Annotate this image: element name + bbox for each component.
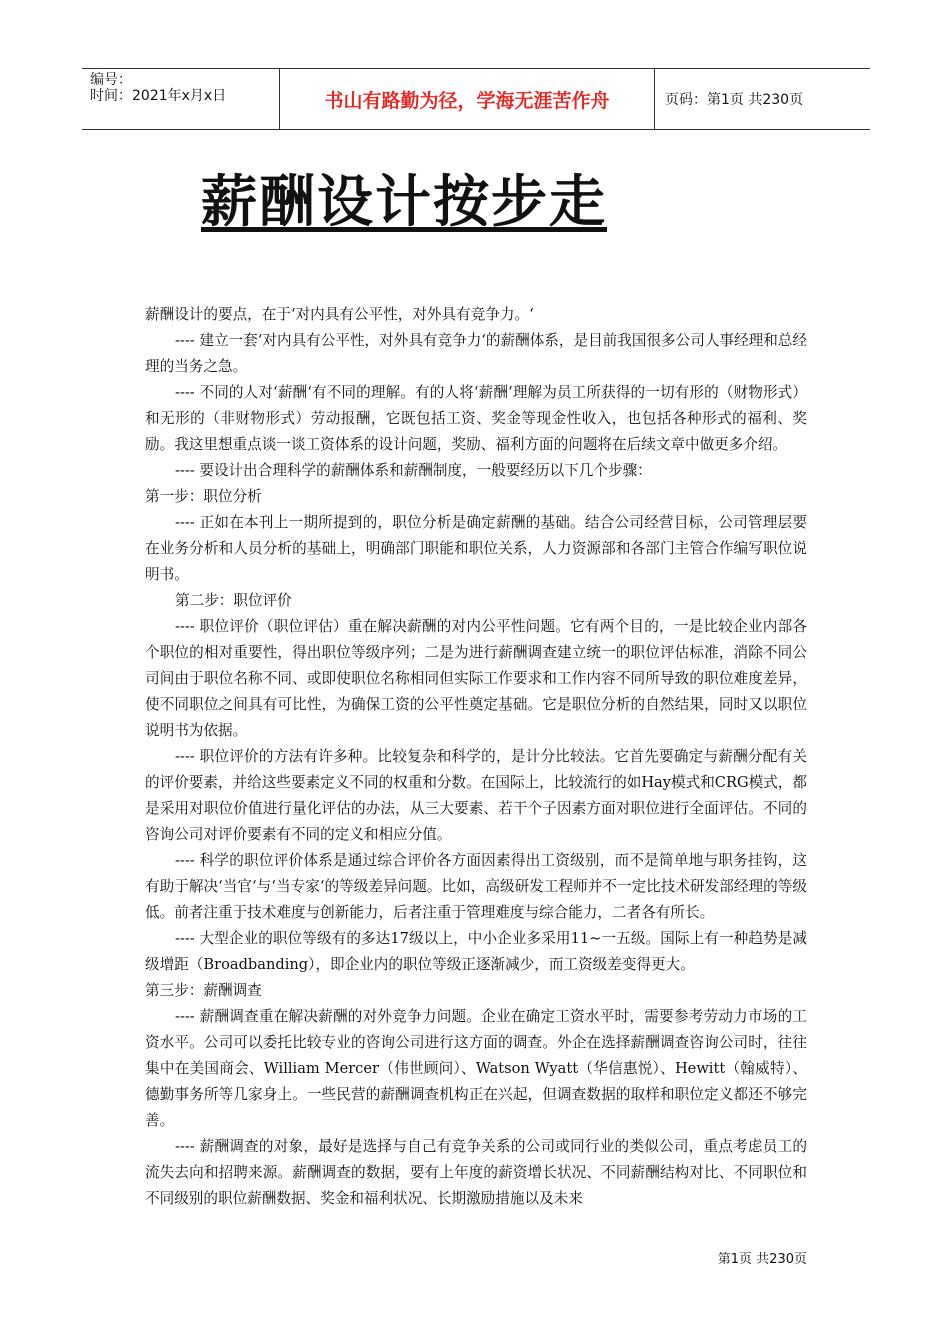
paragraph: ---- 科学的职位评价体系是通过综合评价各方面因素得出工资级别，而不是简单地与职务挂钩，这有助于解决‘当官‘与‘当专家‘的等级差异问题。比如，高级研发工程师并不一定比技术研发部经理的等级低。前者注重于技术难度与创新能力，后者注重于管理难度与综合能力，二者各有所长。: [145, 852, 807, 921]
paragraph: ---- 正如在本刊上一期所提到的，职位分析是确定薪酬的基础。结合公司经营目标，公司管理层要在业务分析和人员分析的基础上，明确部门职能和职位关系，人力资源部和各部门主管合作编写职位说明书。: [145, 514, 807, 583]
document-number: 编号：: [90, 72, 132, 88]
document-title: 薪酬设计按步走: [201, 170, 607, 235]
document-body: [145, 302, 807, 1212]
page-footer: 第1页 共230页: [717, 1252, 807, 1267]
paragraph: ---- 大型企业的职位等级有的多达17级以上，中小企业多采用11~一五级。国际上有一种趋势是减级增距（Broadbanding），即企业内的职位等级正逐渐减少，而工资级差变得更大。: [145, 930, 807, 973]
document-date: 时间：2021年x月x日: [90, 88, 227, 104]
header-page-info: 页码：第1页 共230页: [665, 92, 804, 108]
paragraph: ---- 建立一套‘对内具有公平性，对外具有竞争力‘的薪酬体系，是目前我国很多公司人事经理和总经理的当务之急。: [145, 332, 807, 375]
paragraph: 第二步：职位评价: [175, 592, 292, 609]
paragraph: ---- 要设计出合理科学的薪酬体系和薪酬制度，一般要经历以下几个步骤：: [175, 462, 652, 479]
paragraph: ---- 薪酬调查重在解决薪酬的对外竞争力问题。企业在确定工资水平时，需要参考劳动力市场的工资水平。公司可以委托比较专业的咨询公司进行这方面的调查。外企在选择薪酬调查咨询公司时，往往集中在美国商会、William Mercer（伟世顾问）、Watson Wyatt（华信惠悦）、Hewitt（翰威特）、德勤事务所等几家身上。一些民营的薪酬调查机构正在兴起，但调查数据的取样和职位定义都还不够完善。: [145, 1008, 807, 1129]
paragraph: ---- 不同的人对‘薪酬‘有不同的理解。有的人将‘薪酬‘理解为员工所获得的一切有形的（财物形式）和无形的（非财物形式）劳动报酬，它既包括工资、奖金等现金性收入，也包括各种形式的福利、奖励。我这里想重点谈一谈工资体系的设计问题，奖励、福利方面的问题将在后续文章中做更多介绍。: [145, 384, 807, 453]
header-meta: [82, 69, 280, 129]
paragraph: ---- 职位评价的方法有许多种。比较复杂和科学的，是计分比较法。它首先要确定与薪酬分配有关的评价要素，并给这些要素定义不同的权重和分数。在国际上，比较流行的如Hay模式和CRG模式，都是采用对职位价值进行量化评估的办法，从三大要素、若干个子因素方面对职位进行全面评估。不同的咨询公司对评价要素有不同的定义和相应分值。: [145, 748, 807, 843]
paragraph: 第三步：薪酬调查: [145, 982, 262, 999]
paragraph: ---- 薪酬调查的对象，最好是选择与自己有竞争关系的公司或同行业的类似公司，重点考虑员工的流失去向和招聘来源。薪酬调查的数据，要有上年度的薪资增长状况、不同薪酬结构对比、不同职位和不同级别的职位薪酬数据、奖金和福利状况、长期激励措施以及未来: [145, 1138, 807, 1207]
paragraph: 第一步：职位分析: [145, 488, 262, 505]
header-motto: 书山有路勤为径，学海无涯苦作舟: [280, 69, 655, 129]
page-header: [82, 68, 870, 130]
paragraph: ---- 职位评价（职位评估）重在解决薪酬的对内公平性问题。它有两个目的，一是比较企业内部各个职位的相对重要性，得出职位等级序列；二是为进行薪酬调查建立统一的职位评估标准，消除不同公司间由于职位名称不同、或即使职位名称相同但实际工作要求和工作内容不同所导致的职位难度差异，使不同职位之间具有可比性，为确保工资的公平性奠定基础。它是职位分析的自然结果，同时又以职位说明书为依据。: [145, 618, 807, 739]
paragraph: 薪酬设计的要点，在于‘对内具有公平性，对外具有竞争力。‘: [145, 306, 534, 323]
